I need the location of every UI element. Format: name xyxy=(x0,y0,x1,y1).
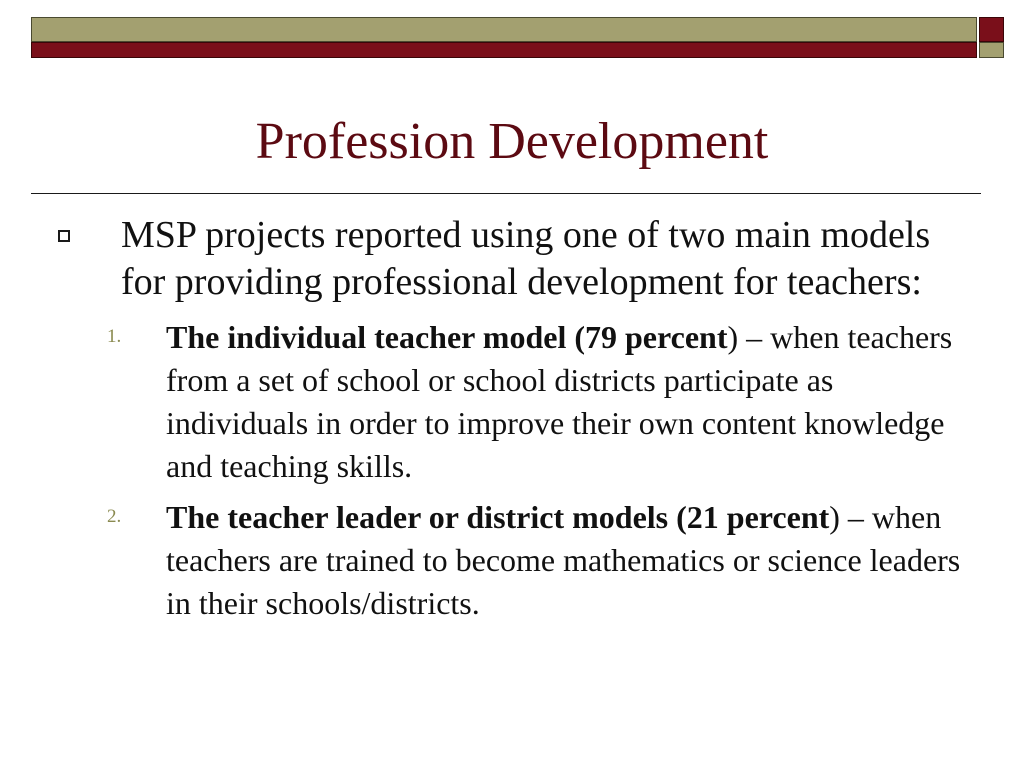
list-item-heading: The individual teacher model (79 percent xyxy=(166,319,728,355)
hollow-square-bullet-icon xyxy=(58,230,70,242)
header-square-maroon xyxy=(979,17,1004,42)
header-bar-maroon xyxy=(31,42,977,58)
list-item-text xyxy=(166,316,964,488)
slide-title: Profession Development xyxy=(255,113,769,170)
list-item-text xyxy=(166,496,964,625)
main-bullet xyxy=(0,212,1024,306)
list-item-heading-close: ) xyxy=(727,319,739,355)
list-item xyxy=(0,316,1024,488)
header-bar-olive xyxy=(31,17,977,42)
list-item xyxy=(0,496,1024,625)
list-item-heading: The teacher leader or district models (21 percent xyxy=(166,499,830,535)
slide-content xyxy=(0,212,1024,625)
list-item-number: 1. xyxy=(107,326,122,347)
list-item-description: – when teachers from a set of school or school districts participate as individuals in order to improve their own content knowledge and teaching skills. xyxy=(166,319,953,484)
header-square-olive xyxy=(979,42,1004,58)
main-bullet-text: MSP projects reported using one of two main models for providing professional development for teachers: xyxy=(121,214,931,303)
title-divider xyxy=(31,193,981,194)
list-item-heading-close: ) xyxy=(829,499,840,535)
list-item-number: 2. xyxy=(107,506,122,527)
list-item-description: – when teachers are trained to become mathematics or science leaders in their schools/districts. xyxy=(166,499,961,621)
